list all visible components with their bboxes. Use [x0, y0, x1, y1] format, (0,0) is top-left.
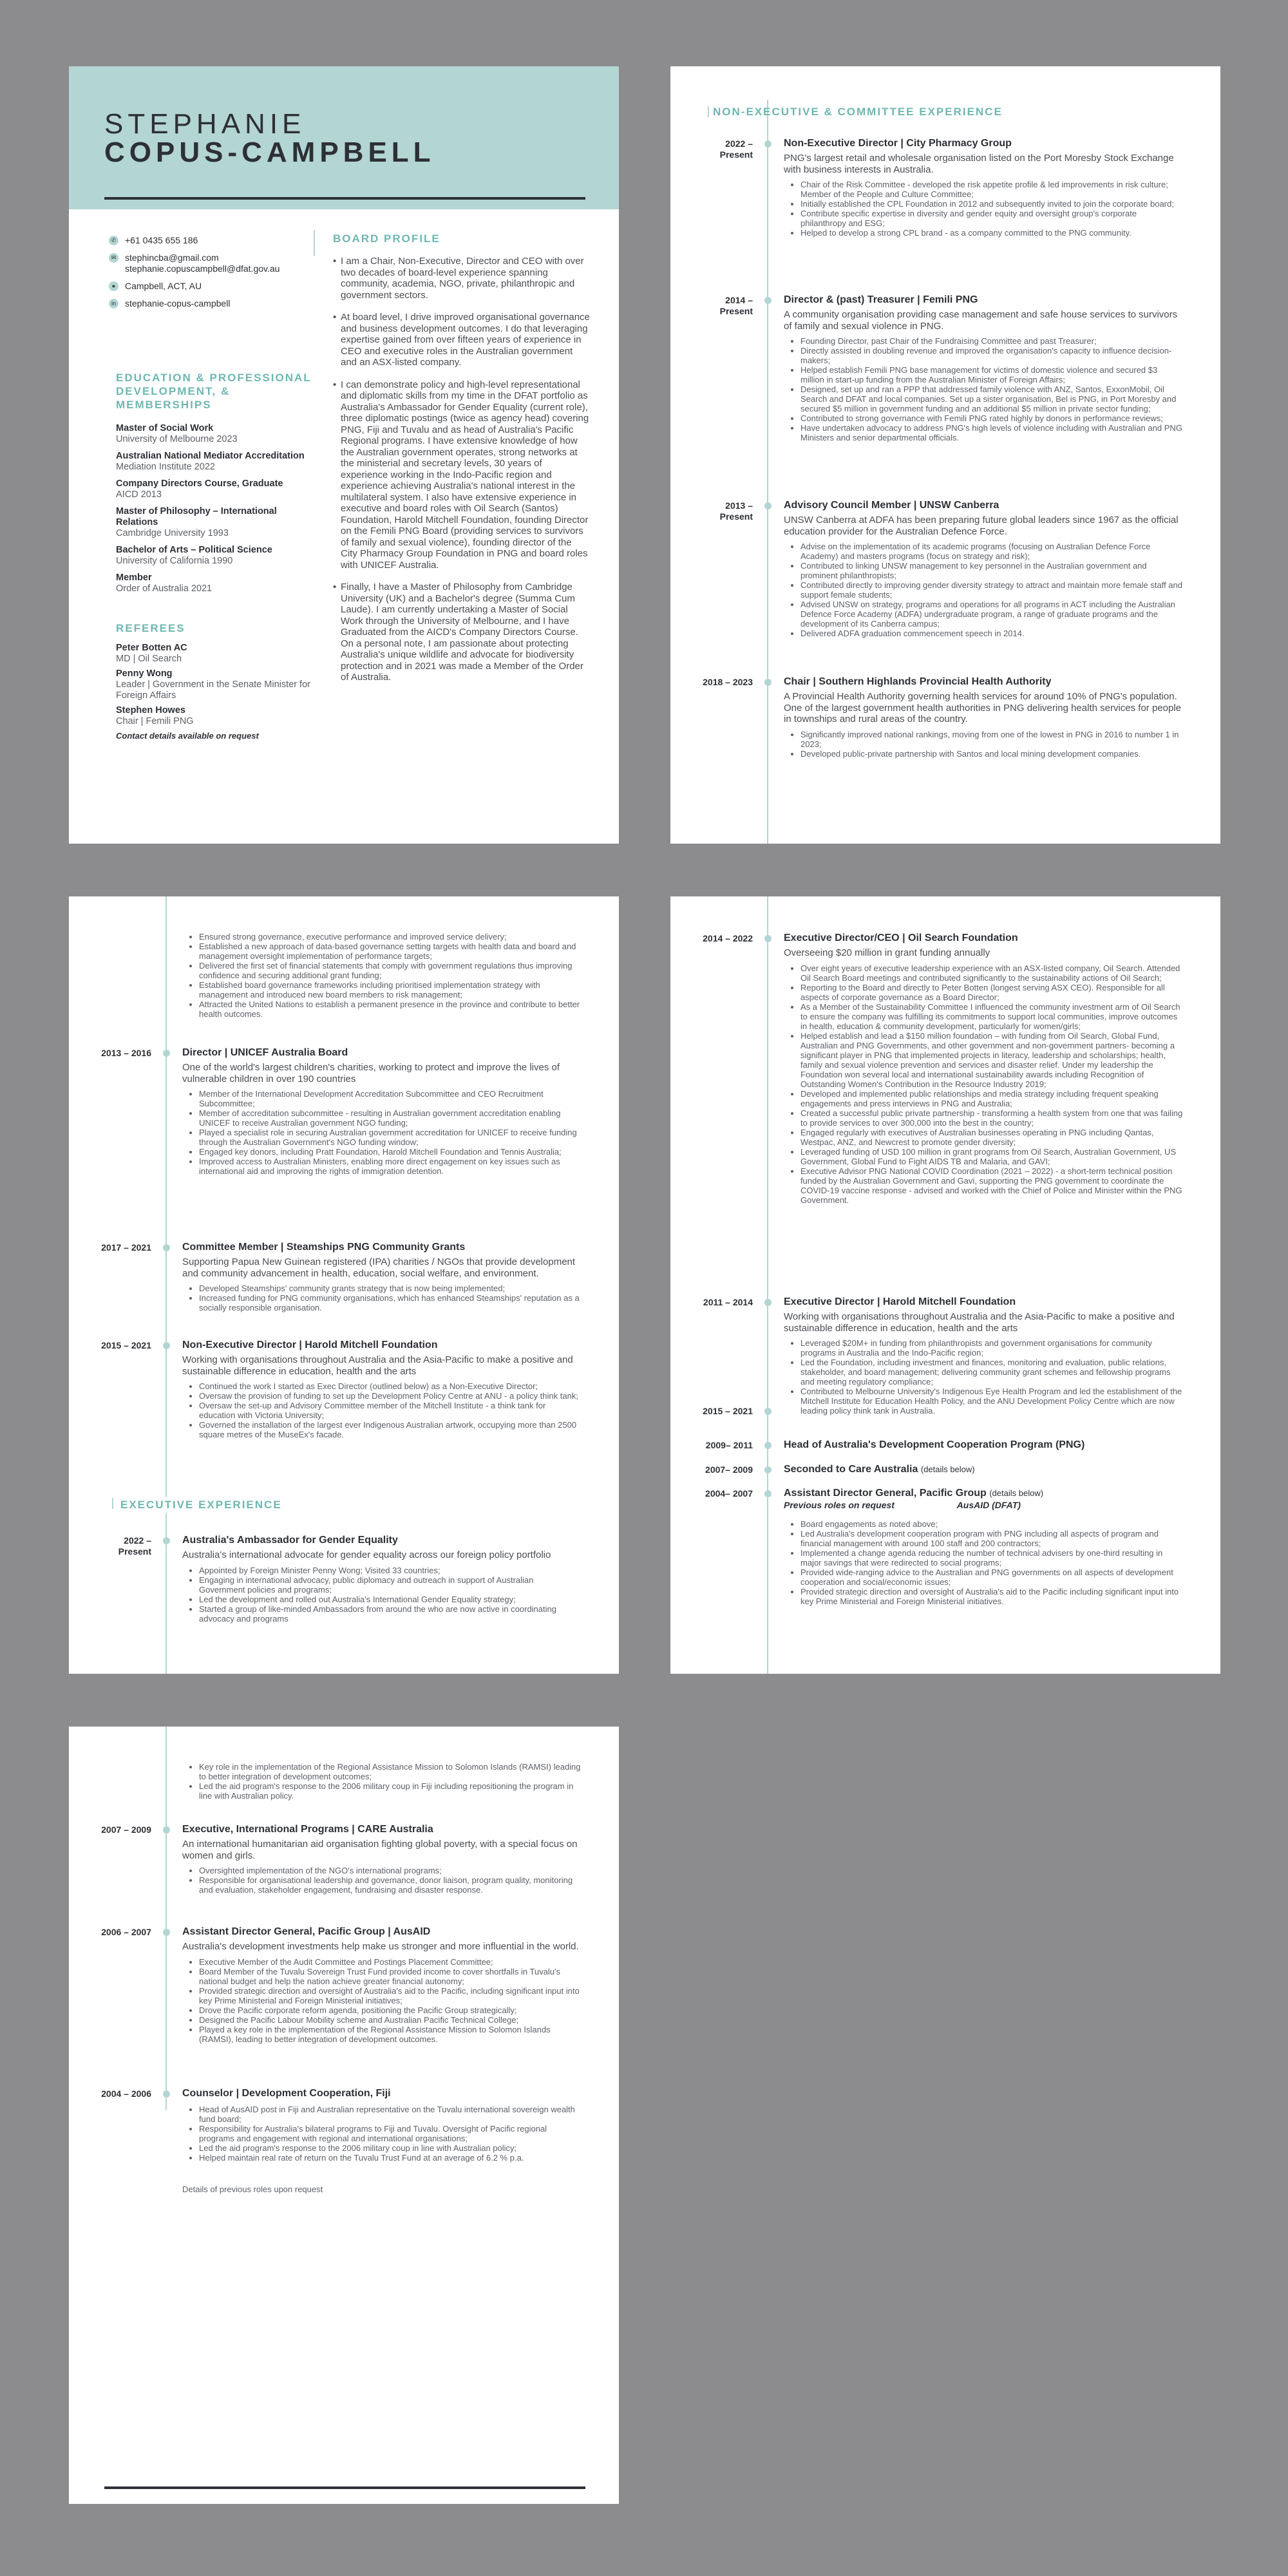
entry	[182, 1046, 582, 1176]
entry-date: 2018 – 2023	[703, 677, 753, 687]
bullet-item: • Delivered ADFA graduation commencement speech in 2014.	[800, 629, 1183, 638]
entry-date: 2011 – 2014	[703, 1297, 753, 1307]
bullet-item: • Appointed by Foreign Minister Penny Wong; Visited 33 countries;	[199, 1566, 582, 1575]
bullet-item: • Provided wide-ranging advice to the Australian and PNG governments on all aspects of development cooperation and social/economic issues;	[800, 1567, 1183, 1587]
page-4	[670, 896, 1220, 1674]
bullet-item: • Directly assisted in doubling revenue and improved the organisation's capacity to influence decision-makers;	[800, 346, 1183, 365]
education-item	[116, 478, 316, 500]
education-sub: Cambridge University 1993	[116, 528, 229, 538]
timeline-dot	[764, 297, 772, 304]
bullet-item: • Engaged regularly with executives of Australian businesses operating in PNG including Qantas, Westpac, ANZ, and Newcrest to promote gender diversity;	[800, 1128, 1183, 1147]
timeline-dot	[764, 679, 772, 686]
entry-date: 2015 – 2021	[101, 1340, 151, 1350]
entry-date: 2006 – 2007	[101, 1927, 151, 1937]
entry-date: 2014 – 2022	[703, 933, 753, 943]
entry-date: 2022 – Present	[719, 138, 753, 160]
education-item	[116, 506, 316, 539]
entry-title: Australia's Ambassador for Gender Equality	[182, 1535, 398, 1546]
timeline-dot	[163, 1244, 170, 1251]
entry	[784, 932, 1183, 1205]
entry-title	[784, 1439, 1183, 1452]
bullet-item: • Executive Advisor PNG National COVID Coordination (2021 – 2022) - a short-term technical position funded by the Australian Government and Gavi, supporting the PNG government to coordinate the COVID-19 vaccine response - advised and worked with the Chief of Police and Minister within the PNG Government.	[800, 1166, 1183, 1205]
bullet-item: • Over eight years of executive leadership experience with an ASX-listed company, Oil Search. Attended Oil Search Board meetings and contributed significantly to the sustainability actions of Oil Search;	[800, 963, 1183, 983]
exec-heading: EXECUTIVE EXPERIENCE	[120, 1497, 282, 1513]
entry	[784, 1439, 1183, 1452]
bullet-item: • Leveraged $20M+ in funding from philanthropists and government organisations for community programs in Australia and the Indo-Pacific region;	[800, 1338, 1183, 1358]
bullet-item: • Advised UNSW on strategy, programs and operations for all programs in ACT including the Australian Defence Force Academy (ADFA) undergraduate program, a range of graduate programs and the development of its Canberra campus;	[800, 600, 1183, 629]
bullet-item: • Key role in the implementation of the Regional Assistance Mission to Solomon Islands (RAMSI) leading to better integration of development outcomes;	[199, 1762, 582, 1781]
nonexec-heading: NON-EXECUTIVE & COMMITTEE EXPERIENCE	[713, 105, 1003, 118]
bullet-item: • Head of AusAID post in Fiji and Australian representative on the Tuvalu international sovereign wealth fund board;	[199, 2105, 582, 2124]
referee-item	[116, 643, 316, 665]
contact-email: ✉ stephincba@gmail.com stephanie.copuscampbell@dfat.gov.au	[109, 252, 308, 274]
entry-date: 2014 – Present	[719, 295, 753, 316]
board-profile-section	[333, 232, 591, 694]
entry-description: Working with organisations throughout Australia and the Asia-Pacific to make a positive and sustainable difference in education, health and the arts	[182, 1354, 573, 1377]
linkedin-icon: in	[109, 299, 118, 308]
first-name: STEPHANIE	[104, 108, 306, 140]
entry-title: Chair | Southern Highlands Provincial Health Authority	[784, 676, 1052, 687]
timeline-dot	[163, 1826, 170, 1833]
bullet-item: • Contributed directly to improving gender diversity strategy to attract and maintain more female staff and support female students;	[800, 580, 1183, 600]
entry-title: Director & (past) Treasurer | Femili PNG	[784, 294, 978, 305]
entry-bullets	[784, 730, 1183, 759]
entry-title: Non-Executive Director | City Pharmacy Group	[784, 138, 1012, 149]
referees-list	[116, 643, 316, 727]
entry-title: Non-Executive Director | Harold Mitchell Foundation	[182, 1340, 438, 1350]
entry-title: Executive Director/CEO | Oil Search Foundation	[784, 933, 1018, 943]
bullet-item: • Implemented a change agenda reducing the number of technical advisers by one-third resulting in major savings that were redirected to social programs;	[800, 1548, 1183, 1567]
bullet-item: • Delivered the first set of financial statements that comply with government regulations thus improving confidence and securing additional grant funding;	[199, 961, 582, 980]
timeline-dot	[163, 1929, 170, 1936]
bullet-item: • Established board governance frameworks including prioritised implementation strategy with management and introduced new board members to risk management;	[199, 980, 582, 999]
entry-bullets	[182, 1381, 582, 1439]
entry-date: 2009– 2011	[705, 1440, 753, 1450]
page-2	[670, 66, 1220, 844]
entry-description: Australia's development investments help make us stronger and more influential in the world.	[182, 1941, 579, 1952]
phone-icon: ✆	[109, 236, 118, 245]
entry-bullets	[182, 1957, 582, 2044]
entry-description: An international humanitarian aid organisation fighting global poverty, with a special focus on women and girls.	[182, 1839, 578, 1861]
previous-roles-note: Details of previous roles upon request	[182, 2184, 323, 2194]
bullet-item: • Contributed to linking UNSW management to key personnel in the Australian government and prominent philanthropists;	[800, 561, 1183, 580]
header-rule	[104, 197, 585, 200]
timeline-dot	[764, 502, 772, 509]
bullet-item: • Helped establish Femili PNG base management for victims of domestic violence and secured $3 million in start-up funding from the Australian Minister of Foreign Affairs;	[800, 365, 1183, 384]
timeline-dot	[163, 1342, 170, 1349]
entry-bullets	[182, 1089, 582, 1176]
entry-title-note: (details below)	[989, 1488, 1044, 1498]
footer-rule	[104, 2486, 585, 2489]
entry-bullets	[784, 963, 1183, 1205]
referee-name: Peter Botten AC	[116, 643, 187, 653]
entry-title-text: Head of Australia's Development Cooperation Program (PNG)	[784, 1439, 1085, 1450]
profile-paragraph: • At board level, I drive improved organisational governance and business development outcomes. I do that leveraging expertise gained from over fifteen years of experience in CEO and executive roles in the Australian government and an ASX-listed company.	[333, 312, 591, 368]
bullet-item: • Helped maintain real rate of return on the Tuvalu Trust Fund at an average of 6.2 % p.a.	[199, 2153, 582, 2163]
referee-name: Penny Wong	[116, 668, 173, 679]
entry-bullets	[784, 336, 1183, 442]
continued-bullets	[182, 932, 582, 1019]
entry	[784, 1463, 1183, 1476]
bullet-item: • Member of the International Development Accreditation Subcommittee and CEO Recruitment Subcommittee;	[199, 1089, 582, 1108]
entry	[784, 137, 1183, 238]
education-section	[116, 371, 316, 600]
referee-role: MD | Oil Search	[116, 654, 182, 664]
timeline-dot	[163, 2090, 170, 2098]
timeline-dot	[764, 1299, 772, 1306]
bullet-item: • Board engagements as noted above;	[800, 1519, 1183, 1529]
entry-bullets	[784, 180, 1183, 238]
education-heading: EDUCATION & PROFESSIONAL DEVELOPMENT, & MEMBERSHIPS	[116, 372, 312, 411]
column-divider	[314, 230, 315, 256]
entry-description: UNSW Canberra at ADFA has been preparing future global leaders since 1967 as the official education provider for the Australian Defence Force.	[784, 515, 1179, 537]
entry-description: PNG's largest retail and wholesale organisation listed on the Port Moresby Stock Exchange with business interests in Australia.	[784, 153, 1174, 175]
bullet-item: • Significantly improved national rankings, moving from one of the lowest in PNG in 2016 to number 1 in 2023;	[800, 730, 1183, 749]
referee-name: Stephen Howes	[116, 705, 185, 715]
entry	[182, 1534, 582, 1624]
timeline-line	[767, 100, 768, 844]
page-5	[69, 1727, 619, 2504]
education-sub: University of Melbourne 2023	[116, 434, 238, 444]
entry-description: Overseeing $20 million in grant funding annually	[784, 947, 990, 958]
contact-list	[109, 235, 308, 316]
bullet-item: • Oversaw the provision of funding to set up the Development Policy Centre at ANU - a policy think tank;	[199, 1391, 582, 1401]
bullet-item: • Improved access to Australian Ministers, enabling more direct engagement on key issues such as international aid and improving the rights of immigration detention.	[199, 1157, 582, 1176]
entry-bullets	[182, 1283, 582, 1312]
education-item	[116, 451, 316, 473]
board-profile-heading: BOARD PROFILE	[333, 232, 440, 245]
bullet-item: • Responsible for organisational leadership and governance, donor liaison, program quality, monitoring and evaluation, stakeholder engagement, fundraising and disaster response.	[199, 1875, 582, 1895]
bullet-item: • Developed Steamships' community grants strategy that is now being implemented;	[199, 1283, 582, 1293]
entry-bullets	[784, 542, 1183, 638]
timeline-line	[166, 896, 167, 1674]
bullet-item: • Led the Foundation, including investment and finances, monitoring and evaluation, public relations, stakeholder, and board management; delivering community grant schemes and fellowship programs and meeting regulatory compliance;	[800, 1358, 1183, 1387]
bullet-item: • Have undertaken advocacy to address PNG's high levels of violence including with Australian and PNG Ministers and senior departmental officials.	[800, 423, 1183, 442]
education-sub: Order of Australia 2021	[116, 583, 213, 594]
bullet-item: • Contributed to strong governance with Femili PNG rated highly by donors in performance reviews;	[800, 413, 1183, 423]
bullet-item: • Increased funding for PNG community organisations, which has enhanced Steamships' reputation as a socially responsible organisation.	[199, 1293, 582, 1312]
entry-title-text: Assistant Director General, Pacific Group	[784, 1488, 987, 1499]
education-title: Master of Social Work	[116, 423, 214, 433]
referee-item	[116, 668, 316, 701]
entry	[182, 1241, 582, 1312]
bullet-item: • Drove the Pacific corporate reform agenda, positioning the Pacific Group strategically;	[199, 2005, 582, 2015]
entry-bullets	[784, 1338, 1183, 1416]
page-3	[69, 896, 619, 1674]
timeline-dot	[764, 1466, 772, 1473]
entry-title: Assistant Director General, Pacific Group | AusAID	[182, 1926, 431, 1937]
entry-date: 2022 – Present	[118, 1535, 151, 1557]
education-item	[116, 573, 316, 594]
entry-description: Working with organisations throughout Australia and the Asia-Pacific to make a positive and sustainable difference in education, health and the arts	[784, 1311, 1175, 1334]
entry	[784, 676, 1183, 759]
entry-date: 2007 – 2009	[101, 1824, 151, 1835]
referees-note: Contact details available on request	[116, 731, 259, 741]
bullet-item: • Designed, set up and ran a PPP that addressed family violence with ANZ, Santos, ExxonMobil, Oil Search and DFAT and local companies. Set up a sister organisation, Bel is PNG, in Port Moresby and secured $5 million in government funding and an additional $5 million in private sector funding;	[800, 384, 1183, 413]
entry-title: Advisory Council Member | UNSW Canberra	[784, 500, 999, 511]
bullet-item: • Provided strategic direction and oversight of Australia's aid to the Pacific, including significant input into key Prime Ministerial and Foreign Ministerial initiatives;	[199, 1986, 582, 2005]
education-list	[116, 423, 316, 594]
entry	[182, 1823, 582, 1895]
entry	[182, 1926, 582, 2044]
entry-date: 2004 – 2006	[101, 2088, 151, 2099]
bullet-item: • Led the development and rolled out Australia's International Gender Equality strategy;	[199, 1595, 582, 1604]
bullet-item: • Developed and implemented public relationships and media strategy including frequent speaking engagements and press interviews in PNG and Australia;	[800, 1089, 1183, 1108]
bullet-item: • Contributed to Melbourne University's Indigenous Eye Health Program and led the establishment of the Mitchell Institute for Education Health Policy, and the ANU Development Policy Centre which are now leading policy think tank in Australia.	[800, 1387, 1183, 1416]
referee-item	[116, 705, 316, 727]
entry-bullets	[182, 2105, 582, 2163]
entry-description: One of the world's largest children's charities, working to protect and improve the lives of vulnerable children in over 190 countries	[182, 1062, 560, 1084]
entry	[784, 294, 1183, 442]
bullet-item: • Helped to develop a strong CPL brand - as a company committed to the PNG community.	[800, 228, 1183, 238]
bullet-item: • Advise on the implementation of its academic programs (focusing on Australian Defence Force Academy) and masters programs (focus on strategy and risk);	[800, 542, 1183, 561]
entry	[182, 1339, 582, 1439]
bullet-item: • Attracted the United Nations to establish a permanent presence in the province and contribute to better health outcomes.	[199, 999, 582, 1019]
profile-paragraph: • I can demonstrate policy and high-level representational and diplomatic skills from my time in the DFAT portfolio as Australia's Ambassador for Gender Equality (current role), three diplomatic postings (twice as agency head) covering PNG, Fiji and Tuvalu and as head of Australia's Pacific Regional programs. I have extensive knowledge of how the Australian government operates, strong networks at the ministerial and secretary levels, 30 years of experience working in the Indo-Pacific region and experience achieving Australia's national interest in the multilateral system. I also have extensive experience in executive and board roles with Oil Search (Santos) Foundation, Harold Mitchell Foundation, founding Director on the Femili PNG Board (providing services to survivors of family and sexual violence), founding director of the City Pharmacy Group Foundation in PNG and board roles with UNICEF Australia.	[333, 379, 591, 571]
entry-title: Executive, International Programs | CARE Australia	[182, 1824, 433, 1835]
bullet-item: • Led the aid program's response to the 2006 military coup in line with Australian policy;	[199, 2143, 582, 2153]
profile-paragraph: • Finally, I have a Master of Philosophy from Cambridge University (UK) and a Bachelor's degree (Summa Cum Laude). I am currently undertaking a Master of Social Work through the University of Melbourne, and I have Graduated from the AICD's Company Directors Course. On a personal note, I am passionate about protecting Australia's unique wildlife and advocate for biodiversity protection and in 2021 was made a Member of the Order of Australia.	[333, 582, 591, 683]
bullet-item: • Initially established the CPL Foundation in 2012 and subsequently invited to join the corporate board;	[800, 199, 1183, 209]
timeline-line	[767, 896, 768, 1674]
bullet-item: • Engaging in international advocacy, public diplomacy and outreach in support of Australian Government policies and programs;	[199, 1575, 582, 1595]
education-sub: University of California 1990	[116, 556, 233, 566]
last-name: COPUS-CAMPBELL	[104, 137, 435, 168]
p4-last-bullets	[784, 1519, 1183, 1606]
bullet-item: • Established a new approach of data-based governance setting targets with health data and board and management oversight implementation of performance targets;	[199, 942, 582, 961]
entry-title: Counselor | Development Cooperation, Fiji	[182, 2088, 391, 2099]
entry-title: Committee Member | Steamships PNG Community Grants	[182, 1242, 466, 1253]
bullet-item: • Led Australia's development cooperation program with PNG including all aspects of program and financial management with around 100 staff and 200 contractors;	[800, 1529, 1183, 1548]
entry-date: 2015 – 2021	[703, 1406, 753, 1416]
timeline-dot	[163, 1050, 170, 1057]
contact-phone: ✆ +61 0435 655 186	[109, 235, 308, 246]
bullet-item: • Started a group of like-minded Ambassadors from around the who are now active in coordinating advocacy and programs	[199, 1604, 582, 1624]
bullet-item: • Member of accreditation subcommittee - resulting in Australian government accreditation enabling UNICEF to receive Australian government NGO funding;	[199, 1108, 582, 1128]
referee-role: Chair | Femili PNG	[116, 716, 194, 726]
entry	[784, 1296, 1183, 1416]
bullet-item: • Leveraged funding of USD 100 million in grant programs from Oil Search, Australian Government, US Government, Global Fund to Fight AIDS TB and Malaria, and GAVI;	[800, 1147, 1183, 1166]
education-item	[116, 545, 316, 567]
entry-description: A community organisation providing case management and safe house services to survivors of family and sexual violence in PNG.	[784, 309, 1178, 332]
bullet-item: • Continued the work I started as Exec Director (outlined below) as a Non-Executive Director;	[199, 1381, 582, 1391]
bullet-item: • Developed public-private partnership with Santos and local mining development companies.	[800, 749, 1183, 759]
entry-title	[784, 1487, 1183, 1500]
entry-date: 2007– 2009	[705, 1464, 753, 1475]
timeline-dot	[764, 140, 772, 147]
education-title: Australian National Mediator Accreditation	[116, 451, 305, 461]
bullet-item: • Founding Director, past Chair of the Fundraising Committee and past Treasurer;	[800, 336, 1183, 346]
bullet-item: • Oversighted implementation of the NGO's international programs;	[199, 1866, 582, 1875]
entry-title-text: Seconded to Care Australia	[784, 1464, 918, 1475]
bullet-item: • Governed the installation of the largest ever Indigenous Australian artwork, occupying more than 2500 square metres of the MuseEx's facade.	[199, 1420, 582, 1439]
timeline-dot	[764, 1408, 772, 1415]
timeline-line	[166, 1727, 167, 2110]
entry-title-note: (details below)	[920, 1464, 975, 1474]
bullet-item: • Created a successful public private partnership - transforming a health system from one that was failing to provide services to over 300,000 into the best in the country;	[800, 1108, 1183, 1128]
entry-description: Supporting Papua New Guinean registered (IPA) charities / NGOs that provide development and community advancement in health, education, social welfare, and environment.	[182, 1256, 576, 1279]
contact-location: ● Campbell, ACT, AU	[109, 281, 308, 292]
bullet-item: • Designed the Pacific Labour Mobility scheme and Australian Pacific Technical College;	[199, 2015, 582, 2025]
entry-title: Director | UNICEF Australia Board	[182, 1047, 348, 1058]
entry-title	[784, 1463, 1183, 1476]
entry	[784, 499, 1183, 638]
bullet-item: • As a Member of the Sustainability Committee I influenced the community investment arm of Oil Search to ensure the company was fulfilling its commitments to support local communities, improve outcomes in health, education & community development, particularly for women/girls;	[800, 1002, 1183, 1031]
education-sub: Mediation Institute 2022	[116, 462, 215, 472]
education-title: Bachelor of Arts – Political Science	[116, 545, 272, 555]
referees-heading: REFEREES	[116, 622, 185, 634]
contact-linkedin: in stephanie-copus-campbell	[109, 298, 308, 309]
education-title: Member	[116, 573, 152, 583]
entry-description: A Provincial Health Authority governing health services for around 10% of PNG's population. One of the largest government health authorities in PNG delivering health services for people in townships and rural areas of the country.	[784, 691, 1182, 724]
education-sub: AICD 2013	[116, 489, 162, 500]
timeline-dot	[764, 1490, 772, 1497]
timeline-dot	[163, 1537, 170, 1544]
referee-role: Leader | Government in the Senate Minister for Foreign Affairs	[116, 679, 310, 701]
education-item	[116, 423, 316, 445]
bullet-item: • Played a key role in the implementation of the Regional Assistance Mission to Solomon Islands (RAMSI), leading to better integration of development outcomes.	[199, 2025, 582, 2044]
bullet-item: • Oversaw the set-up and Advisory Committee member of the Mitchell Institute - a think tank for education with Victoria University;	[199, 1401, 582, 1420]
entry-bullets	[182, 1566, 582, 1624]
location-icon: ●	[109, 281, 118, 291]
email-icon: ✉	[109, 253, 118, 263]
bullet-item: • Led the aid program's response to the 2006 military coup in Fiji including repositioning the program in line with Australian policy.	[199, 1781, 582, 1801]
entry-date: 2013 – Present	[719, 500, 753, 522]
entry-date: 2004– 2007	[705, 1488, 753, 1499]
entry	[182, 2087, 582, 2163]
bullet-item: • Played a specialist role in securing Australian government accreditation for UNICEF to receive funding through the Australian Government's NGO funding window;	[199, 1128, 582, 1147]
bullet-item: • Provided strategic direction and oversight of Australia's aid to the Pacific including significant input into key Prime Ministerial and Foreign Ministerial initiatives.	[800, 1587, 1183, 1606]
continued-bullets	[182, 1762, 582, 1801]
education-title: Company Directors Course, Graduate	[116, 478, 283, 489]
timeline-dot	[764, 935, 772, 942]
entry-description: Australia's international advocate for gender equality across our foreign policy portfolio	[182, 1549, 551, 1560]
entry-title: Executive Director | Harold Mitchell Foundation	[784, 1296, 1016, 1307]
entry-subtitle: Previous roles on request AusAID (DFAT)	[784, 1500, 1021, 1510]
profile-paragraph: • I am a Chair, Non-Executive, Director and CEO with over two decades of board-level experience spanning community, academia, NGO, private, philanthropic and government sectors.	[333, 256, 591, 301]
bullet-item: • Contribute specific expertise in diversity and gender equity and oversight group's corporate philanthropy and ESG;	[800, 209, 1183, 228]
bullet-item: • Chair of the Risk Committee - developed the risk appetite profile & led improvements in risk culture; Member of the People and Culture Committee;	[800, 180, 1183, 199]
education-title: Master of Philosophy – International Relations	[116, 506, 277, 527]
entry-date: 2017 – 2021	[101, 1242, 151, 1253]
referees-section	[116, 621, 316, 741]
bullet-item: • Reporting to the Board and directly to Peter Botten (longest serving ASX CEO). Responsible for all aspects of corporate governance as a Board Director;	[800, 983, 1183, 1002]
page-1	[69, 66, 619, 844]
entry-date: 2013 – 2016	[101, 1048, 151, 1058]
bullet-item: • Engaged key donors, including Pratt Foundation, Harold Mitchell Foundation and Tennis Australia;	[199, 1147, 582, 1157]
entry	[784, 1487, 1183, 1511]
bullet-item: • Board Member of the Tuvalu Sovereign Trust Fund provided income to cover shortfalls in Tuvalu's national budget and help the nation achieve greater financial autonomy;	[199, 1967, 582, 1986]
profile-paragraphs	[333, 256, 591, 683]
timeline-dot	[764, 1442, 772, 1449]
bullet-item: • Helped establish and lead a $150 million foundation – with funding from Oil Search, Global Fund, Australian and PNG Governments, and other government and non-government partners- becoming a significant player in PNG that implemented projects in literacy, leadership and scholarships; health, family and sexual violence prevention and services and disaster relief. Under my leadership the Foundation won several local and international sustainability awards including Recognition of Outstanding Women's Contribution in the Resource Industry 2019;	[800, 1031, 1183, 1089]
bullet-item: • Executive Member of the Audit Committee and Postings Placement Committee;	[199, 1957, 582, 1967]
bullet-item: • Responsibility for Australia's bilateral programs to Fiji and Tuvalu. Oversight of Pacific regional programs and engagement with regional and international organisations;	[199, 2124, 582, 2143]
bullet-item: • Ensured strong governance, executive performance and improved service delivery;	[199, 932, 582, 942]
entry-bullets	[182, 1866, 582, 1895]
